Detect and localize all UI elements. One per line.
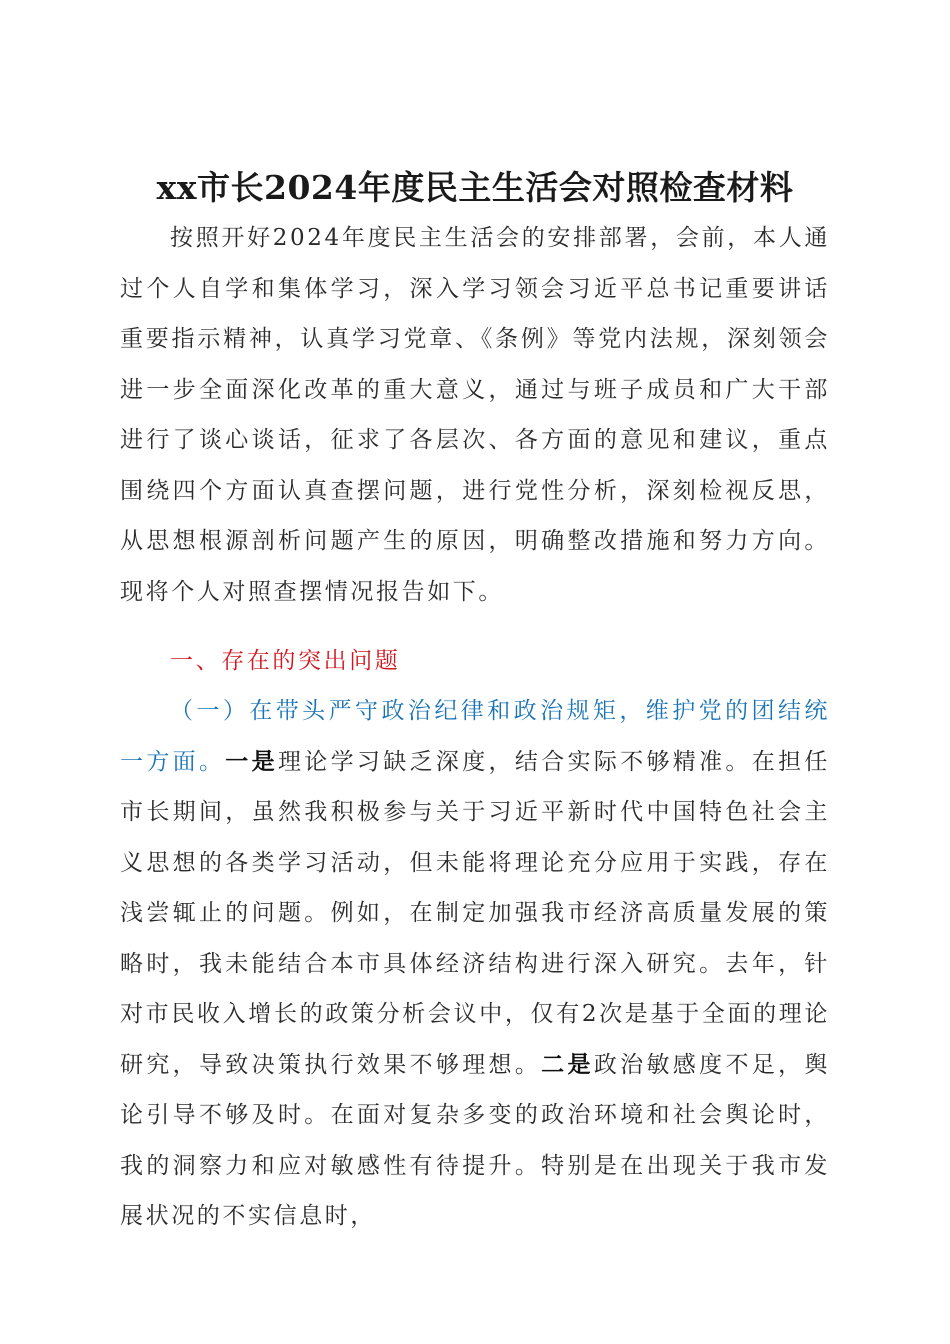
point-label-2: 二是 — [541, 1050, 594, 1078]
section-paragraph — [120, 686, 830, 1242]
intro-paragraph: 按照开好2024年度民主生活会的安排部署，会前，本人通过个人自学和集体学习，深入学习领会习近平总书记重要讲话重要指示精神，认真学习党章、《条例》等党内法规，深刻领会进一步全面深化改革的重大意义，通过与班子成员和广大干部进行了谈心谈话，征求了各层次、各方面的意见和建议，重点围绕四个方面认真查摆问题，进行党性分析，深刻检视反思，从思想根源剖析问题产生的原因，明确整改措施和努力方向。现将个人对照查摆情况报告如下。 — [120, 225, 830, 605]
subsection-heading: （一）在带头严守政治纪律和政治规矩，维护党的团结统一方面。 — [120, 698, 830, 775]
document-title: xx市长2024年度民主生活会对照检查材料 — [156, 168, 794, 207]
section-heading: 一、存在的突出问题 — [170, 648, 401, 674]
point-text-1: 理论学习缺乏深度，结合实际不够精准。在担任市长期间，虽然我积极参与关于习近平新时代中国特色社会主义思想的各类学习活动，但未能将理论充分应用于实践，存在浅尝辄止的问题。例如，在制定加强我市经济高质量发展的策略时，我未能结合本市具体经济结构进行深入研究。去年，针对市民收入增长的政策分析会议中，仅有2次是基于全面的理论研究，导致决策执行效果不够理想。 — [120, 748, 831, 1078]
point-text-2: 政治敏感度不足，舆论引导不够及时。在面对复杂多变的政治环境和社会舆论时，我的洞察力和应对敏感性有待提升。特别是在出现关于我市发展状况的不实信息时， — [120, 1051, 831, 1229]
point-label-1: 一是 — [225, 747, 278, 775]
